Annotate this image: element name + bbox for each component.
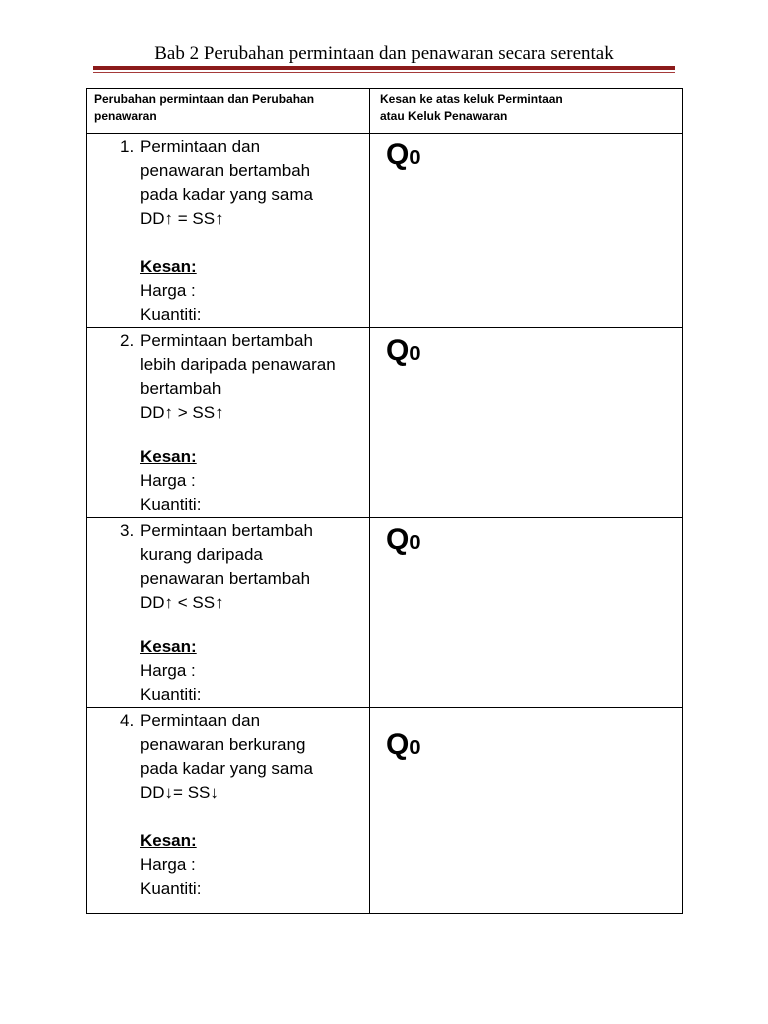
table-row xyxy=(87,328,683,518)
item-line: penawaran berkurang xyxy=(140,735,306,754)
q0-label: Q0 xyxy=(386,728,421,761)
table-row xyxy=(87,134,683,328)
harga-label: Harga : xyxy=(140,855,196,874)
change-cell xyxy=(87,328,370,518)
item-line: lebih daripada penawaran xyxy=(140,355,336,374)
q0-label: Q0 xyxy=(386,334,421,367)
header-text: atau Keluk Penawaran xyxy=(380,109,508,123)
kuantiti-label: Kuantiti: xyxy=(140,879,202,898)
item-line: Permintaan dan xyxy=(140,711,261,730)
item-number: 2. xyxy=(120,331,135,350)
item-line: Permintaan bertambah xyxy=(140,521,313,540)
effect-cell xyxy=(370,328,683,518)
item-number: 3. xyxy=(120,521,135,540)
item-line: DD↑ > SS↑ xyxy=(140,403,224,422)
change-cell xyxy=(87,708,370,914)
header-text: penawaran xyxy=(94,109,157,123)
item-line: DD↑ = SS↑ xyxy=(140,209,224,228)
item-line: DD↑ < SS↑ xyxy=(140,593,224,612)
harga-label: Harga : xyxy=(140,281,196,300)
effect-cell xyxy=(370,134,683,328)
demand-supply-table xyxy=(86,88,683,914)
item-number: 1. xyxy=(120,137,135,156)
q0-label: Q0 xyxy=(386,138,421,171)
table-row xyxy=(87,708,683,914)
table-header-row xyxy=(87,89,683,134)
item-line: Permintaan dan xyxy=(140,137,261,156)
item-line: penawaran bertambah xyxy=(140,161,311,180)
kesan-label: Kesan: xyxy=(140,637,197,656)
item-line: pada kadar yang sama xyxy=(140,185,313,204)
item-line: kurang daripada xyxy=(140,545,263,564)
effect-cell xyxy=(370,708,683,914)
effect-cell xyxy=(370,518,683,708)
kuantiti-label: Kuantiti: xyxy=(140,305,202,324)
item-number: 4. xyxy=(120,711,135,730)
table-row xyxy=(87,518,683,708)
header-cell-change xyxy=(87,89,370,134)
kesan-label: Kesan: xyxy=(140,831,197,850)
kesan-label: Kesan: xyxy=(140,447,197,466)
header-text: Kesan ke atas keluk Permintaan xyxy=(380,92,563,106)
kesan-label: Kesan: xyxy=(140,257,197,276)
item-line: penawaran bertambah xyxy=(140,569,311,588)
kuantiti-label: Kuantiti: xyxy=(140,685,202,704)
item-line: bertambah xyxy=(140,379,222,398)
item-line: DD↓= SS↓ xyxy=(140,783,219,802)
q0-label: Q0 xyxy=(386,523,421,556)
kuantiti-label: Kuantiti: xyxy=(140,495,202,514)
harga-label: Harga : xyxy=(140,471,196,490)
item-line: Permintaan bertambah xyxy=(140,331,313,350)
page-title: Bab 2 Perubahan permintaan dan penawaran secara serentak xyxy=(154,43,614,64)
item-line: pada kadar yang sama xyxy=(140,759,313,778)
title-underline-thin xyxy=(93,72,675,73)
title-underline-thick xyxy=(93,66,675,70)
change-cell xyxy=(87,134,370,328)
change-cell xyxy=(87,518,370,708)
header-cell-effect xyxy=(370,89,683,134)
harga-label: Harga : xyxy=(140,661,196,680)
header-text: Perubahan permintaan dan Perubahan xyxy=(94,92,315,106)
